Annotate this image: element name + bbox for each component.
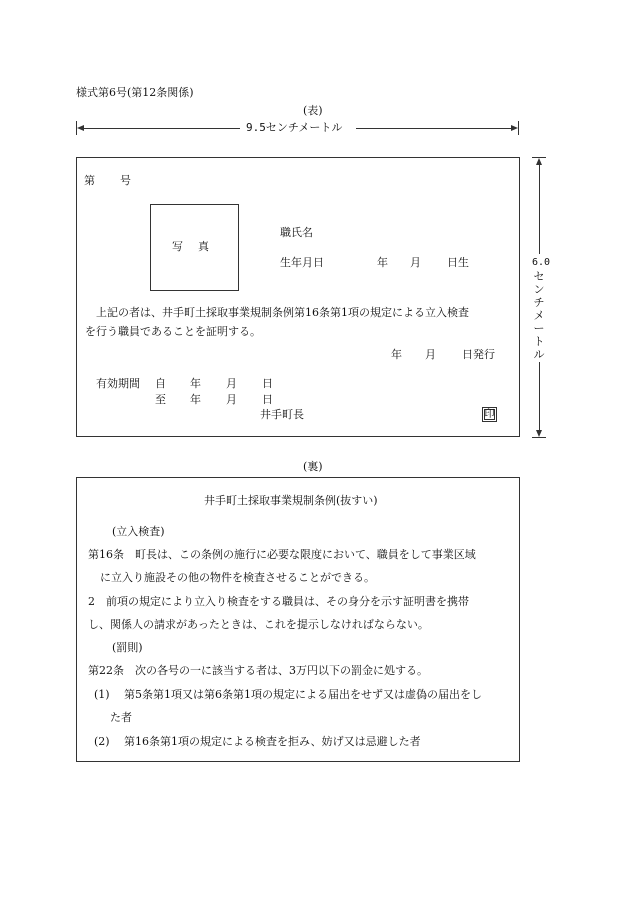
birth-year: 年 [377, 256, 388, 269]
seal-mark [482, 407, 497, 422]
item2-number: (2) [94, 735, 110, 748]
width-dimension-line-left [82, 128, 240, 129]
height-dimension-line-bottom [539, 362, 540, 430]
birthdate-label: 生年月日 [280, 256, 324, 269]
article22: 第22条 次の各号の一に該当する者は、3万円以下の罰金に処する。 [88, 664, 428, 677]
form-number: 様式第6号(第12条関係) [76, 86, 194, 99]
heading-inspection: (立入検査) [112, 525, 165, 538]
height-dimension-char: ン [533, 283, 545, 296]
article16-line-2: に立入り施設その他の物件を検査させることができる。 [100, 571, 375, 584]
height-dimension-label [532, 270, 546, 361]
item1-line-1: 第5条第1項又は第6条第1項の規定による届出をせず又は虚偽の届出をし [124, 688, 482, 701]
validity-to-label: 至 [155, 393, 166, 406]
heading-penalty: (罰則) [112, 641, 143, 654]
validity-from-day: 日 [262, 377, 273, 390]
statement-line-2: を行う職員であることを証明する。 [85, 325, 261, 338]
statement-line-1: 上記の者は、井手町土採取事業規制条例第16条第1項の規定による立入検査 [96, 306, 469, 319]
item1-line-2: た者 [110, 711, 132, 724]
height-dimension-char: ト [533, 335, 545, 348]
issue-day: 日発行 [462, 348, 495, 361]
number-label-prefix: 第 [84, 174, 95, 187]
validity-to-day: 日 [262, 393, 273, 406]
validity-to-year: 年 [190, 393, 201, 406]
validity-from-month: 月 [226, 377, 237, 390]
validity-label: 有効期間 [96, 377, 140, 390]
seal-label: 印 [484, 409, 495, 420]
number-label-suffix: 号 [120, 174, 131, 187]
validity-from-label: 自 [155, 377, 166, 390]
article16-p2-line-2: し、関係人の請求があったときは、これを提示しなければならない。 [88, 618, 429, 631]
article16-line-1: 第16条 町長は、この条例の施行に必要な限度において、職員をして事業区域 [88, 548, 476, 561]
width-dimension-right-tick [518, 121, 519, 135]
height-dimension-char: セ [533, 270, 545, 283]
back-label: (裏) [303, 460, 323, 473]
height-dimension-char: ル [533, 348, 545, 361]
back-title: 井手町土採取事業規制条例(抜すい) [204, 494, 378, 507]
width-dimension-label: 9.5センチメートル [246, 121, 343, 134]
width-dimension-line-right [356, 128, 514, 129]
height-dimension-line-top [539, 164, 540, 254]
issue-year: 年 [391, 348, 402, 361]
mayor-label: 井手町長 [260, 408, 304, 421]
title-label: 職氏名 [280, 226, 313, 239]
height-dimension-bottom-arrow [536, 430, 542, 437]
height-dimension-number: 6.0 [532, 257, 551, 268]
birth-day: 日生 [447, 256, 469, 269]
validity-from-year: 年 [190, 377, 201, 390]
front-card [76, 157, 520, 437]
birth-month: 月 [410, 256, 421, 269]
front-label: (表) [303, 104, 323, 117]
photo-label: 写 真 [172, 240, 211, 253]
height-dimension-char: チ [533, 296, 545, 309]
item2-text: 第16条第1項の規定による検査を拒み、妨げ又は忌避した者 [124, 735, 421, 748]
validity-to-month: 月 [226, 393, 237, 406]
height-dimension-bottom-tick [532, 437, 546, 438]
item1-number: (1) [94, 688, 110, 701]
height-dimension-char: メ [533, 309, 545, 322]
issue-month: 月 [425, 348, 436, 361]
height-dimension-char: ー [533, 322, 545, 335]
article16-p2-line-1: 2 前項の規定により立入り検査をする職員は、その身分を示す証明書を携帯 [88, 595, 469, 608]
